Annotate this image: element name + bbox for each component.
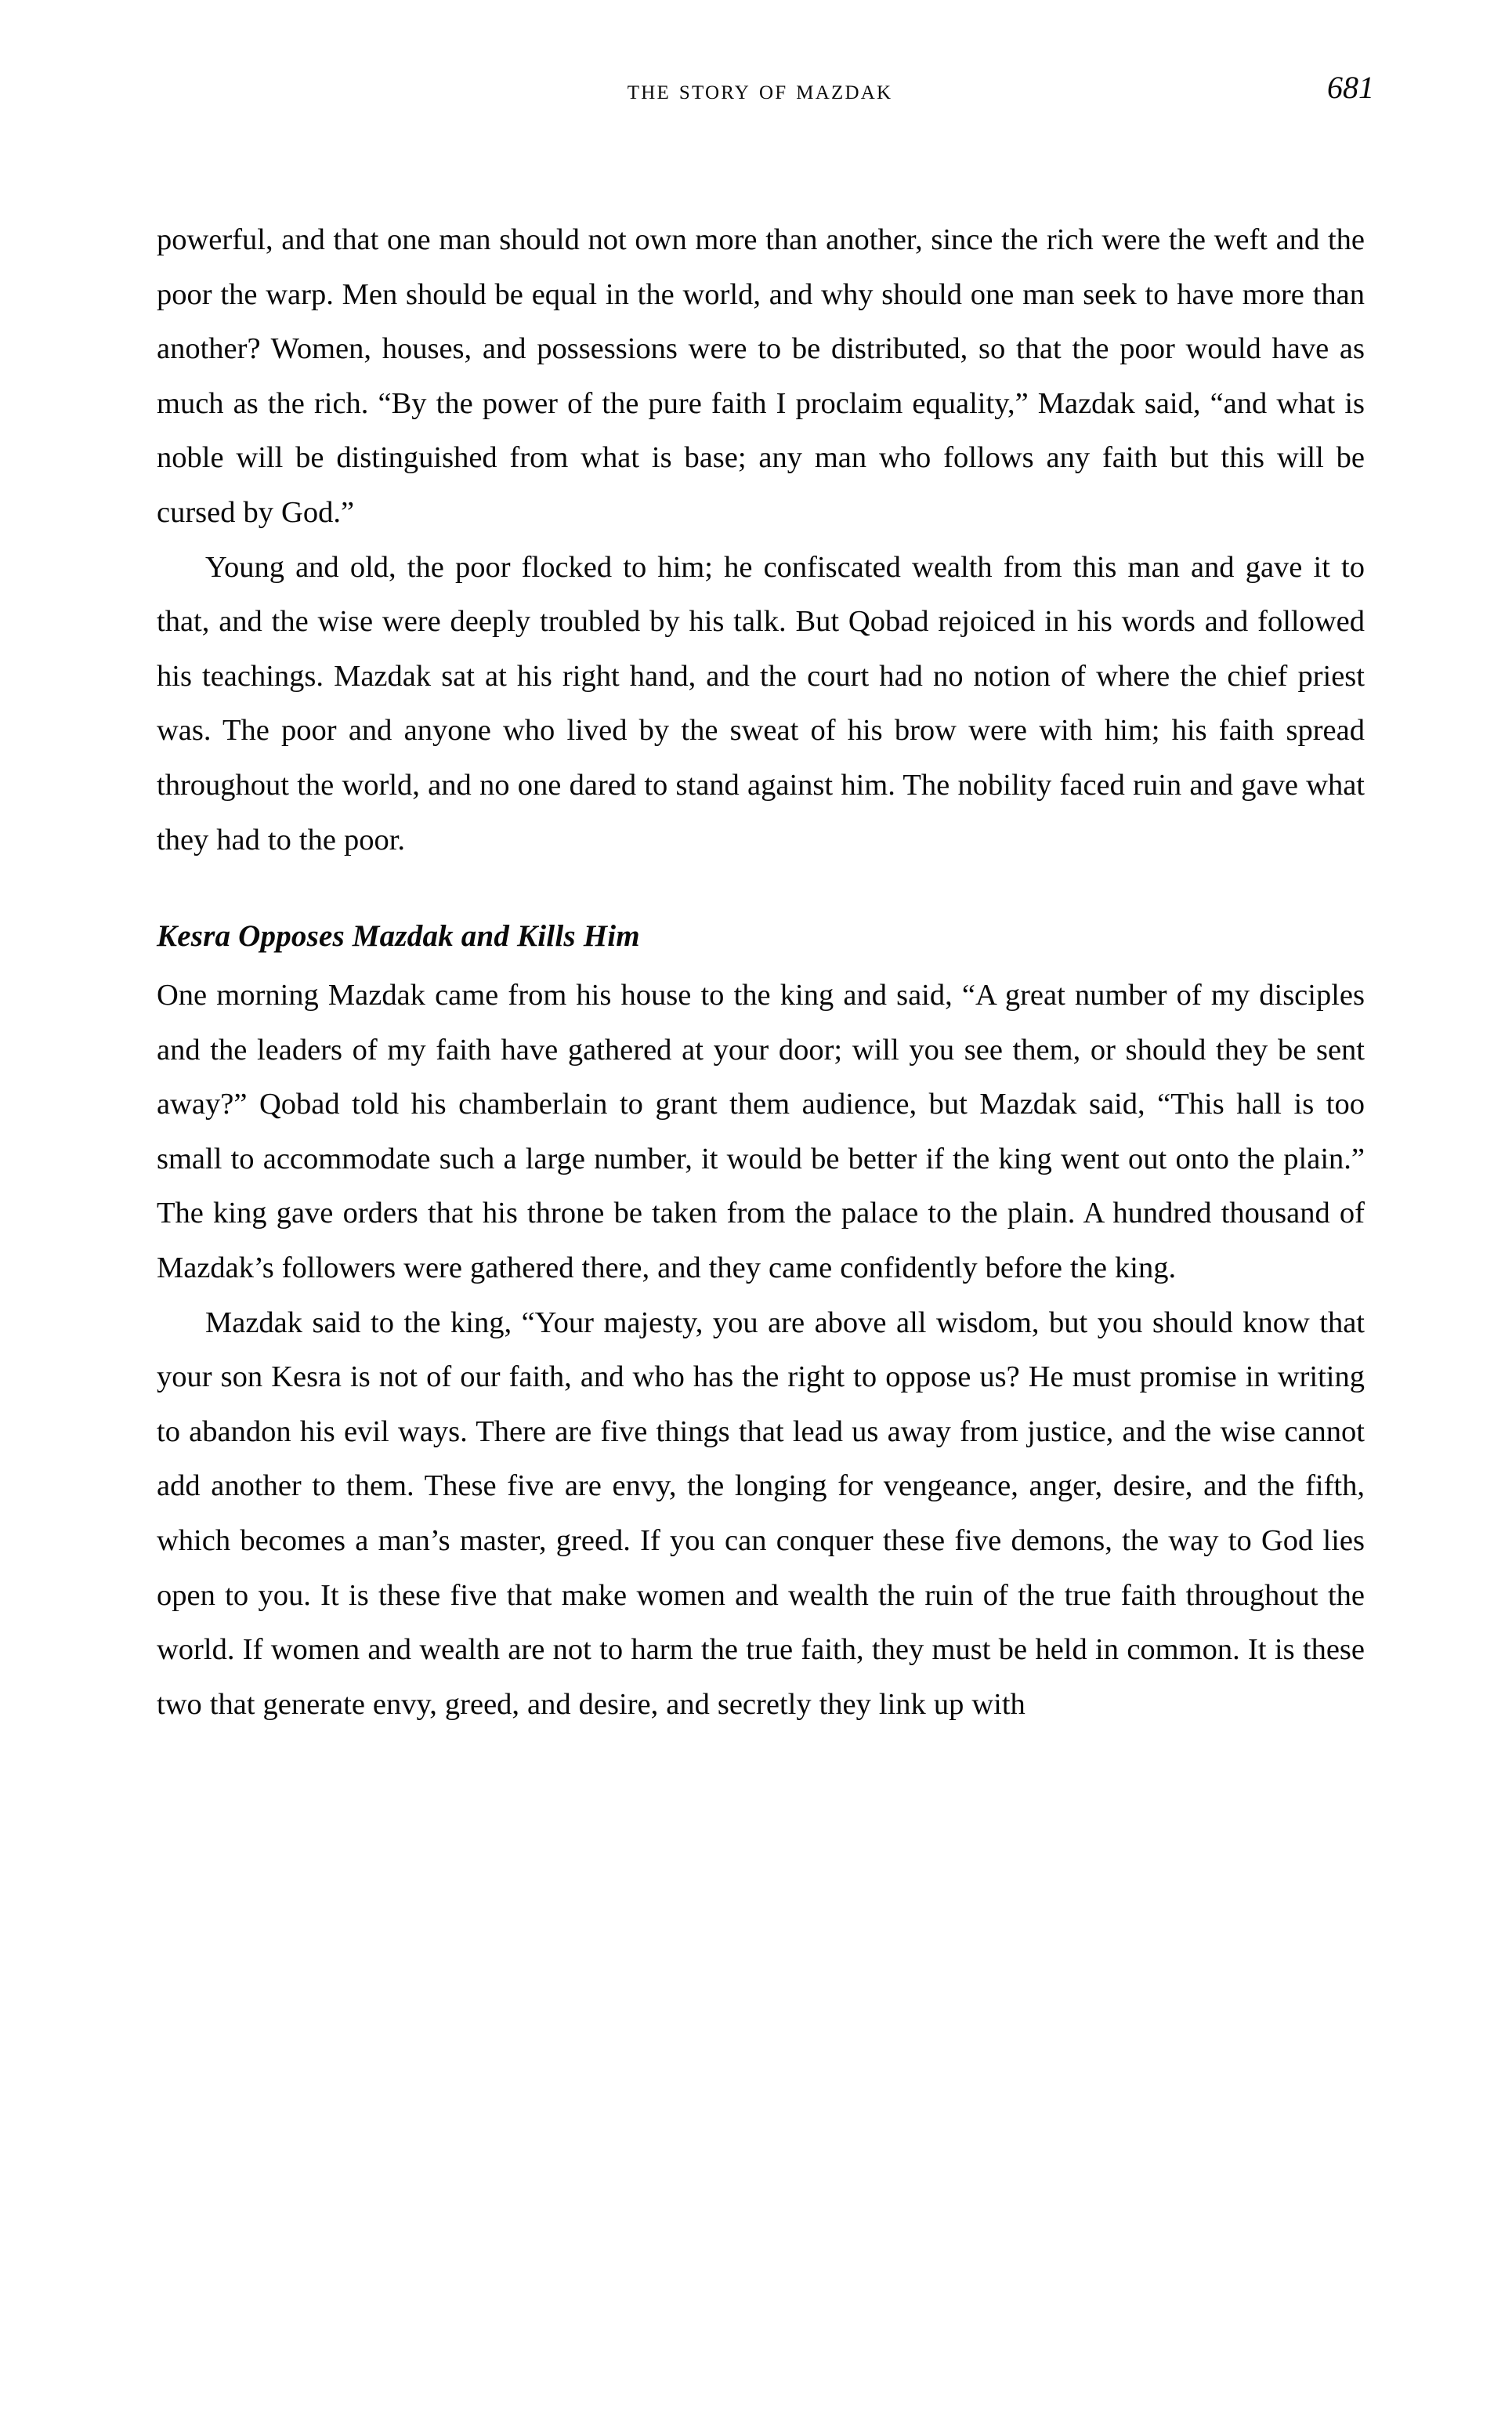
running-head-title: the story of mazdak [627,74,893,105]
running-head [157,70,1374,122]
body-text-block [157,213,1365,1732]
section-heading: Kesra Opposes Mazdak and Kills Him [157,919,640,954]
heading-spacer-above [157,867,1365,919]
paragraph-1: powerful, and that one man should not own more than another, since the rich were the weft and the poor the warp. Men should be equal in the world, and why should one man seek to have more than another? Women, houses, and possessions were to be distributed, so that the poor would have as much as the rich. “By the power of the pure faith I proclaim equality,” Mazdak said, “and what is noble will be distinguished from what is base; any man who follows any faith but this will be cursed by God.” [157,223,1365,529]
page-number: 681 [1327,70,1374,105]
heading-spacer-below [157,954,1365,969]
paragraph-2: Young and old, the poor flocked to him; he confiscated wealth from this man and gave it to that, and the wise were deeply troubled by his talk. But Qobad rejoiced in his words and followed his teachings. Mazdak sat at his right hand, and the court had no notion of where the chief priest was. The poor and anyone who lived by the sweat of his brow were with him; his faith spread throughout the world, and no one dared to stand against him. The nobility faced ruin and gave what they had to the poor. [157,550,1365,857]
paragraph-4: Mazdak said to the king, “Your majesty, you are above all wisdom, but you should know that your son Kesra is not of our faith, and who has the right to oppose us? He must promise in writing to abandon his evil ways. There are five things that lead us away from justice, and the wise cannot add another to them. These five are envy, the longing for vengeance, anger, desire, and the fifth, which becomes a man’s master, greed. If you can conquer these five demons, the way to God lies open to you. It is these five that make women and wealth the ruin of the true faith throughout the world. If women and wealth are not to harm the true faith, they must be held in common. It is these two that generate envy, greed, and desire, and secretly they link up with [157,1306,1365,1721]
paragraph-3: One morning Mazdak came from his house to the king and said, “A great number of my disciples and the leaders of my faith have gathered at your door; will you see them, or should they be sent away?” Qobad told his chamberlain to grant them audience, but Mazdak said, “This hall is too small to accommodate such a large number, it would be better if the king went out onto the plain.” The king gave orders that his throne be taken from the palace to the plain. A hundred thousand of Mazdak’s followers were gathered there, and they came confidently before the king. [157,978,1365,1284]
